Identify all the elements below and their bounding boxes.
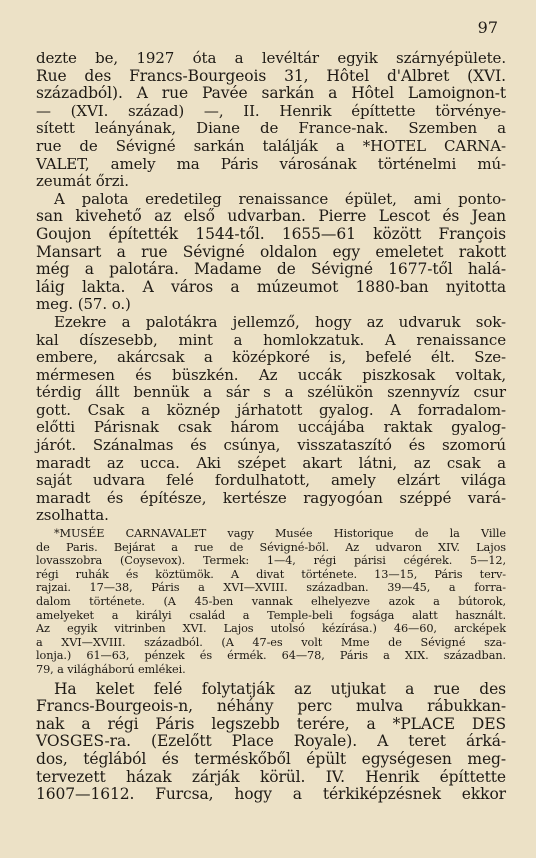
text-line: mérmesen és büszkén. Az uccák piszkosak voltak, (36, 365, 506, 384)
footnote-line: rajzai. 17—38, Páris a XVI—XVIII. században. 39—45, a forra- (36, 581, 506, 595)
footnote-line: Az egyik vitrinben XVI. Lajos utolsó kézírása.) 46—60, arcképek (36, 622, 506, 636)
text-line: maradt és építésze, kertésze ragyogóan széppé vará- (36, 488, 506, 507)
text-line: Francs-Bourgeois-n, néhány perc mulva rábukkan- (36, 697, 506, 716)
footnote-line: a XVI—XVIII. századból. (A 47-es volt Mme de Sévigné sza- (36, 635, 506, 649)
text-line: térdig állt bennük a sár s a szélükön szennyvíz csur (36, 383, 506, 402)
text-line: dezte be, 1927 óta a levéltár egyik szárnyépülete. (36, 49, 506, 67)
footnote-line: régi ruhák és köztümök. A divat története. 13—15, Páris terv- (36, 567, 506, 581)
text-line: Rue des Francs-Bourgeois 31, Hôtel d'Albret (XVI. (36, 66, 506, 85)
page-text (36, 50, 506, 804)
footnote-line: de Paris. Bejárat a rue de Sévigné-ből. Az udvaron XIV. Lajos (36, 540, 506, 554)
text-line: 1607—1612. Furcsa, hogy a térkiképzésnek ekkor (36, 785, 506, 804)
text-line: A palota eredetileg renaissance épület, ami ponto- (54, 189, 506, 208)
text-line: járót. Szánalmas és csúnya, visszataszító és szomorú (36, 436, 506, 455)
footnote (36, 527, 506, 677)
text-line: századból). A rue Pavée sarkán a Hôtel Lamoignon-t (36, 84, 506, 103)
text-line: Mansart a rue Sévigné oldalon egy emeletet rakott (36, 242, 506, 261)
text-line: előtti Párisnak csak három uccájába raktak gyalog- (36, 418, 506, 437)
text-line: saját udvara felé fordulhatott, amely elzárt világa (36, 471, 506, 490)
text-line: maradt az ucca. Aki szépet akart látni, az csak a (36, 453, 506, 472)
text-line: sített leányának, Diane de France-nak. Szemben a (36, 119, 506, 138)
text-line: gott. Csak a köznép járhatott gyalog. A forradalom- (36, 400, 506, 419)
text-line: Goujon építették 1544-től. 1655—61 között François (36, 224, 506, 243)
text-line: láig lakta. A város a múzeumot 1880-ban nyitotta (36, 277, 506, 296)
footnote-line: 79, a világháború emlékei. (36, 662, 186, 676)
text-line: nak a régi Páris legszebb terére, a *PLACE DES (36, 714, 506, 733)
text-line: kal díszesebb, mint a homlokzatuk. A renaissance (36, 330, 506, 349)
text-line: rue de Sévigné sarkán találják a *HOTEL CARNA- (36, 136, 506, 155)
text-line: VOSGES-ra. (Ezelőtt Place Royale). A teret árká- (36, 732, 506, 751)
text-line: embere, akárcsak a középkoré is, befelé élt. Sze- (36, 348, 506, 367)
text-line: Ezekre a palotákra jellemző, hogy az udvaruk sok- (54, 312, 506, 331)
footnote-line: dalom története. (A 45-ben vannak elhelyezve azok a bútorok, (36, 595, 506, 608)
text-line: zsolhatta. (36, 506, 109, 525)
text-line: dos, téglából és terméskőből épült egységesen meg- (36, 749, 506, 768)
text-line: még a palotára. Madame de Sévigné 1677-től halá- (36, 260, 506, 279)
footnote-line: *MUSÉE CARNAVALET vagy Musée Historique de la Ville (54, 527, 506, 541)
text-line: tervezett házak zárják körül. IV. Henrik építtette (36, 767, 506, 786)
footnote-line: lonja.) 61—63, pénzek és érmék. 64—78, Páris a XIX. században. (36, 649, 506, 663)
footnote-line: amelyeket a királyi család a Temple-beli fogsága alatt használt. (36, 608, 506, 622)
text-line: — (XVI. század) —, II. Henrik építtette törvénye- (36, 101, 506, 120)
text-line: VALET, amely ma Páris városának történelmi mú- (36, 154, 506, 173)
text-line: meg. (57. o.) (36, 295, 131, 314)
footnote-line: lovasszobra (Coysevox). Termek: 1—4, régi párisi cégérek. 5—12, (36, 554, 506, 568)
page-number: 97 (477, 18, 498, 37)
text-line: san kivehető az első udvarban. Pierre Lescot és Jean (36, 207, 506, 226)
text-line: Ha kelet felé folytatják az utjukat a rue des (54, 679, 506, 698)
text-line: zeumát őrzi. (36, 172, 129, 191)
